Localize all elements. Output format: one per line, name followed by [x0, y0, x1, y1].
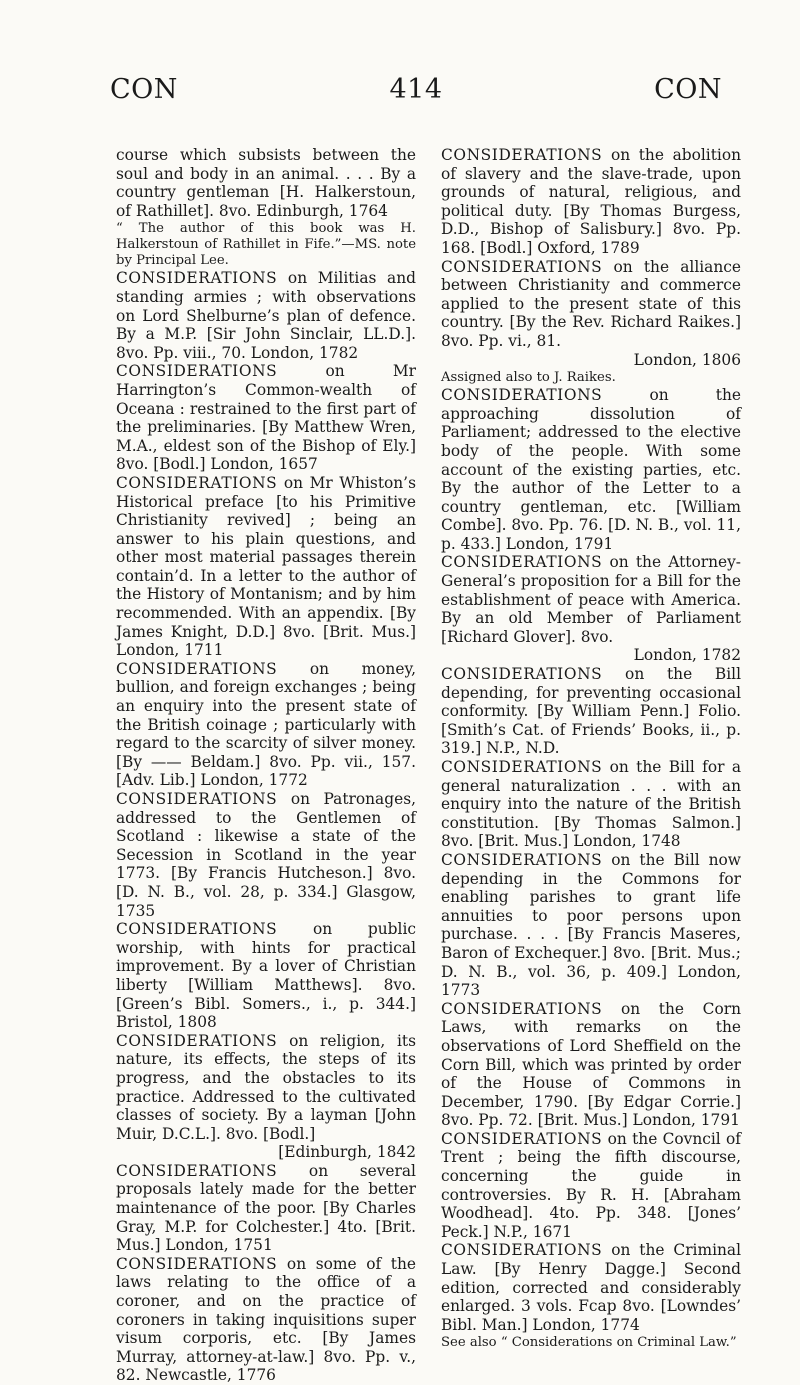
entry [441, 386, 741, 553]
entry-text: on some of the laws relating to the office of a coroner, and on the practice of coroners in taking inquisitions super visum corporis, etc. [By James Murray, attorney-at-law.] 8vo. Pp. v., 82. Newcastle, 1776 [116, 1254, 416, 1385]
entry [116, 660, 416, 790]
entry-text: on Patronages, addressed to the Gentlemen of Scotland : likewise a state of the Secession in Scotland in the year 1773. [By Francis Hutcheson.] 8vo. [D. N. B., vol. 28, p. 334.] Glasgow, 1735 [116, 790, 416, 920]
entry-head: CONSIDERATIONS [441, 553, 603, 572]
page-number: 414 [389, 74, 443, 105]
entry [116, 920, 416, 1032]
entry [116, 1162, 416, 1255]
header-left: CON [110, 74, 178, 105]
entry [441, 665, 741, 758]
entry-text: on Militias and standing armies ; with observations on Lord Shelburne’s plan of defence. By a M.P. [Sir John Sinclair, LL.D.]. 8vo. Pp. viii., 70. London, 1782 [116, 269, 416, 362]
entry-head: CONSIDERATIONS [116, 659, 278, 678]
entry-place: London, 1782 [633, 646, 741, 665]
entry-note: Assigned also to J. Raikes. [441, 370, 616, 386]
entry-text: on the Attorney-General’s proposition for a Bill for the establishment of peace with America. By an old Member of Parliament [Richard Glover]. 8vo. [441, 553, 741, 646]
entry-head: CONSIDERATIONS [441, 146, 603, 164]
entry-text: on Mr Harrington’s Common-wealth of Oceana : restrained to the first part of the preliminaries. [By Matthew Wren, M.A., eldest son of the Bishop of Ely.] 8vo. [Bodl.] London, 1657 [116, 362, 416, 474]
entry [441, 851, 741, 1000]
entry-head: CONSIDERATIONS [116, 269, 278, 288]
entry-text: on the Criminal Law. [By Henry Dagge.] Second edition, corrected and considerably enlarged. 3 vols. Fcap 8vo. [Lowndes’ Bibl. Man.] London, 1774 [441, 1241, 741, 1334]
entry-head: CONSIDERATIONS [441, 257, 603, 276]
entry [116, 146, 416, 220]
entry-text: on Mr Whiston’s Historical preface [to his Primitive Christianity revived] ; being an answer to his plain questions, and other most material passages therein contain’d. In a letter to the author of the History of Montanism; and by him recommended. With an appendix. [By James Knight, D.D.] 8vo. [Brit. Mus.] London, 1711 [116, 473, 416, 660]
entry-head: CONSIDERATIONS [116, 473, 278, 492]
entry-text: on public worship, with hints for practical improvement. By a lover of Christian liberty [William Matthews]. 8vo. [Green’s Bibl. Somers., i., p. 344.] Bristol, 1808 [116, 920, 416, 1032]
entry [441, 553, 741, 665]
entry [441, 146, 741, 258]
entry-text: on the abolition of slavery and the slave-trade, upon grounds of natural, religious, and political duty. [By Thomas Burgess, D.D., Bishop of Salisbury.] 8vo. Pp. 168. [Bodl.] Oxford, 1789 [441, 146, 741, 257]
entry [441, 1000, 741, 1130]
entry [441, 758, 741, 851]
entry-text: on the alliance between Christianity and commerce applied to the present state of this country. [By the Rev. Richard Raikes.] 8vo. Pp. vi., 81. [441, 257, 741, 350]
entry [116, 362, 416, 474]
entry-text: course which subsists between the soul and body in an animal. . . . By a country gentleman [H. Halkerstoun, of Rathillet]. 8vo. Edinburgh, 1764 [116, 146, 416, 220]
entry-text: on several proposals lately made for the better maintenance of the poor. [By Charles Gray, M.P. for Colchester.] 4to. [Brit. Mus.] London, 1751 [116, 1161, 416, 1255]
entry [441, 258, 741, 370]
entry-head: CONSIDERATIONS [116, 1161, 278, 1180]
left-column [116, 146, 416, 1385]
entry-text: on the approaching dissolution of Parliament; addressed to the elective body of the people. With some account of the existing parties, etc. By the author of the Letter to a country gentleman, etc. [William Combe]. 8vo. Pp. 76. [D. N. B., vol. 11, p. 433.] London, 1791 [441, 386, 741, 553]
entry-head: CONSIDERATIONS [441, 1129, 603, 1148]
entry [441, 1241, 741, 1334]
entry-text: on money, bullion, and foreign exchanges ; being an enquiry into the present state of the British coinage ; particularly with regard to the scarcity of silver money. [By —— Beldam.] 8vo. Pp. vii., 157. [Adv. Lib.] London, 1772 [116, 659, 416, 790]
entry-note: “ The author of this book was H. Halkerstoun of Rathillet in Fife.”—MS. note by Principal Lee. [116, 221, 416, 269]
entry-text: on the Bill now depending in the Commons for enabling parishes to grant life annuities to poor persons upon purchase. . . . [By Francis Maseres, Baron of Exchequer.] 8vo. [Brit. Mus.; D. N. B., vol. 36, p. 409.] London, 1773 [441, 850, 741, 1000]
entry-head: CONSIDERATIONS [441, 758, 603, 776]
entry [116, 790, 416, 920]
entry-text: on the Covncil of Trent ; being the fifth discourse, concerning the guide in controversies. By R. H. [Abraham Woodhead]. 4to. Pp. 348. [Jones’ Peck.] N.P., 1671 [441, 1129, 741, 1241]
header-right: CON [654, 74, 722, 105]
entry-head: CONSIDERATIONS [441, 850, 603, 869]
entry-head: CONSIDERATIONS [441, 1241, 603, 1260]
entry-note: See also “ Considerations on Criminal Law.” [441, 1335, 737, 1351]
entry-head: CONSIDERATIONS [441, 999, 603, 1018]
right-column [441, 146, 741, 1351]
entry-head: CONSIDERATIONS [441, 665, 603, 684]
entry [116, 1032, 416, 1162]
entry [116, 269, 416, 362]
entry-text: on religion, its nature, its effects, the steps of its progress, and the obstacles to its practice. Addressed to the cultivated classes of society. By a layman [John Muir, D.C.L.]. 8vo. [Bodl.] [116, 1031, 416, 1143]
entry-head: CONSIDERATIONS [441, 386, 603, 405]
entry-place: London, 1806 [633, 350, 741, 369]
entry-head: CONSIDERATIONS [116, 920, 278, 939]
entry-head: CONSIDERATIONS [116, 362, 278, 381]
entry [116, 1255, 416, 1385]
entry-place: [Edinburgh, 1842 [278, 1143, 416, 1162]
running-header [110, 74, 722, 114]
entry-text: on the Bill depending, for preventing occasional conformity. [By William Penn.] Folio. [Smith’s Cat. of Friends’ Books, ii., p. 319.] N.P., N.D. [441, 665, 741, 758]
entry-head: CONSIDERATIONS [116, 1031, 278, 1050]
entry-text: on the Bill for a general naturalization . . . with an enquiry into the nature of the British constitution. [By Thomas Salmon.] 8vo. [Brit. Mus.] London, 1748 [441, 758, 741, 851]
entry-head: CONSIDERATIONS [116, 790, 278, 808]
entry-text: on the Corn Laws, with remarks on the observations of Lord Sheffield on the Corn Bill, which was printed by order of the House of Commons in December, 1790. [By Edgar Corrie.] 8vo. Pp. 72. [Brit. Mus.] London, 1791 [441, 999, 741, 1130]
entry [116, 474, 416, 660]
entry [441, 1130, 741, 1242]
entry-head: CONSIDERATIONS [116, 1254, 278, 1273]
